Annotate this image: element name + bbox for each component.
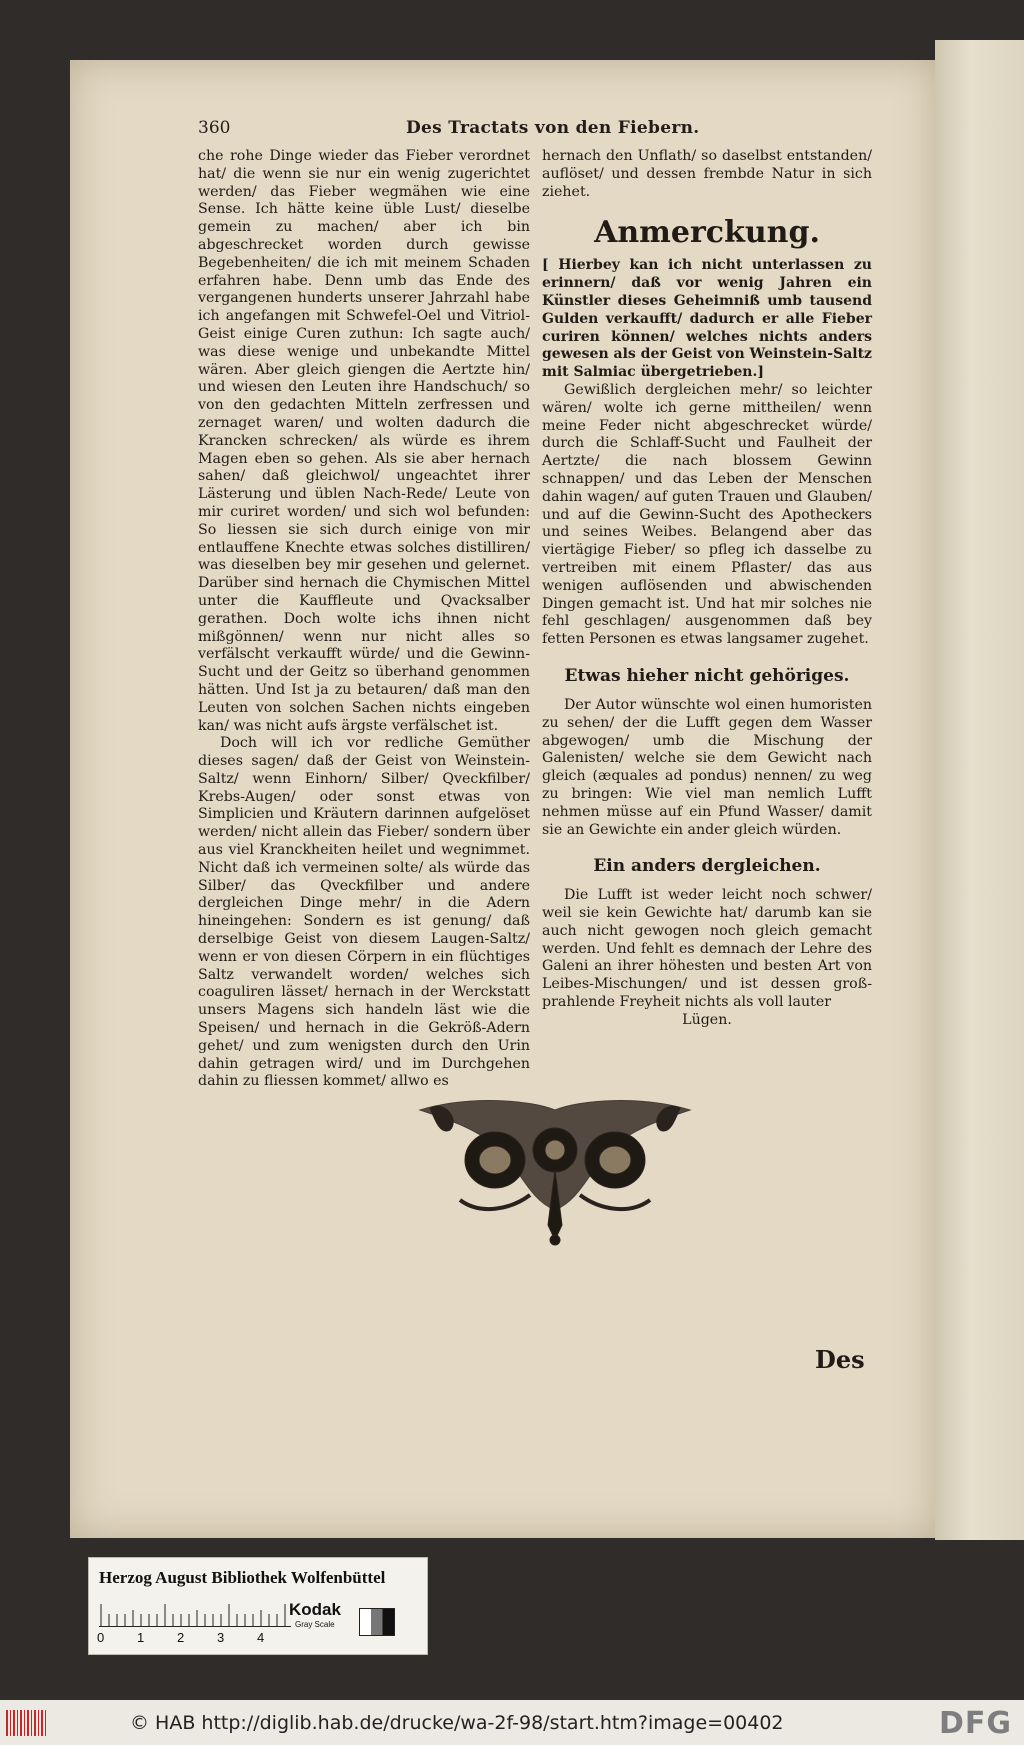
right-intro: hernach den Unflath/ so daselbst entstanden/ auflöset/ und dessen frembde Natur in sich ziehet. [542, 148, 872, 200]
page-number: 360 [198, 118, 231, 138]
ruler-scale-icon [99, 1604, 291, 1627]
library-color-card [88, 1557, 428, 1655]
right-column [542, 148, 872, 1030]
source-url[interactable]: © HAB http://diglib.hab.de/drucke/wa-2f-98/start.htm?image=00402 [130, 1712, 784, 1734]
right-paragraph-3-end: Lügen. [682, 1011, 732, 1028]
left-column [198, 148, 530, 1091]
gray-swatch [359, 1608, 395, 1636]
heading-anmerckung: Anmerckung. [594, 215, 820, 251]
heading-ein-anders: Ein anders dergleichen. [593, 856, 821, 877]
barcode-icon [6, 1710, 46, 1736]
running-title: Des Tractats von den Fiebern. [406, 118, 700, 138]
catchword: Des [815, 1345, 865, 1374]
right-paragraph-1: Gewißlich dergleichen mehr/ so leichter wären/ wolte ich gerne mittheilen/ wenn meine Feder nicht abgeschrecket würde/ durch die Schlaff-Sucht und Faulheit der Aertzte/ die nach blossem Gewinn schnappen/ und das Leben der Menschen dahin wagen/ auf guten Trauen und Glauben/ und auf die Gewinn-Sucht des Apotheckers und seines Weibes. Belangend aber das viertägige Fieber/ so pfleg ich dasselbe zu vertreiben mit einem Pflaster/ das aus wenigen auflösenden und abwischenden Dingen gemacht ist. Und hat mir solches nie fehl geschlagen/ ausgenommen daß bey fetten Personen es etwas langsamer zugehet. [542, 381, 872, 648]
footer-bar [0, 1700, 1024, 1745]
scale-number: 3 [217, 1630, 225, 1645]
scale-number: 1 [137, 1630, 145, 1645]
left-paragraph-1: che rohe Dinge wieder das Fieber verordnet hat/ die wenn sie nur ein wenig zugerichtet werden/ das Fieber wegmähen wie eine Sense. Ich hätte keine üble Lust/ dieselbe gemein zu machen/ aber ich bin abgeschrecket worden durch gewisse Begebenheiten/ die ich mit meinem Schaden erfahren habe. Denn umb das Ende des vergangenen hunderts unserer Jahrzahl habe ich angefangen mit Schwefel-Oel und Vitriol-Geist einige Curen zuthun: Ich sagte auch/ was diese wenige und unbekandte Mittel wären. Aber gleich giengen die Aertzte hin/ und wiesen den Leuten ihre Handschuch/ so von den gedachten Mitteln zerfressen und zernaget waren/ und wolten dadurch die Krancken schrecken/ als würde es ihrem Magen eben so gehen. Als sie aber hernach sahen/ daß gleichwol/ ungeachtet ihrer Lästerung und üblen Nach-Rede/ Leute von mir curiret worden/ und sich wol befunden: So liessen sie sich durch einige von mir entlauffene Knechte etwas solches distilliren/ was dieselben bey mir gesehen und gelernet. Darüber sind hernach die Chymischen Mittel unter die Kauffleute und Qvacksalber gerathen. Doch wolte ichs ihnen nicht mißgönnen/ wenn nur nicht alles so verfälscht verkaufft würde/ und die Gewinn-Sucht und der Geitz so überhand genommen hätten. Und Ist ja zu betauren/ daß man den Leuten von solchen Sachen nichts eingeben kan/ was nicht aufs ärgste verfälschet ist. [198, 148, 530, 734]
left-paragraph-2: Doch will ich vor redliche Gemüther dieses sagen/ daß der Geist von Weinstein-Saltz/ wenn Einhorn/ Silber/ Qveckfilber/ Krebs-Augen/ oder sonst etwas von Simplicien und Kräutern darinnen aufgelöset werden/ nicht allein das Fieber/ sondern über aus viel Kranckheiten heilet und wegnimmet. Nicht daß ich vermeinen solte/ als würde das Silber/ das Qveckfilber und andere dergleichen Dinge mehr/ in die Adern hineingehen: Sondern es ist genung/ daß derselbige Geist von diesem Laugen-Saltz/ wenn er von diesen Cörpern in ein flüchtiges Saltz verwandelt worden/ welches sich coaguliren lässet/ hernach in der Werckstatt unsers Magens sich handeln läst wie die Speisen/ und hernach in die Gekröß-Adern gehet/ und zum wenigsten durch den Urin dahin getragen wird/ und im Durchgehen dahin zu fliessen kommet/ allwo es [198, 735, 530, 1090]
right-paragraph-3: Die Lufft ist weder leicht noch schwer/ weil sie kein Gewichte hat/ darumb kan sie auch nicht gewogen noch gleich gemacht werden. Und fehlt es demnach der Lehre des Galeni an ihrer höhesten und besten Art von Leibes-Mischungen/ und ist dessen groß-prahlende Freyheit nichts als voll lauter [542, 887, 872, 1011]
library-name: Herzog August Bibliothek Wolfenbüttel [99, 1568, 386, 1587]
bracket-note: [ Hierbey kan ich nicht unterlassen zu erinnern/ daß vor wenig Jahren ein Künstler dieses Geheimniß umb tausend Gulden verkaufft/ dadurch er alle Fieber curiren können/ welches nichts anders gewesen als der Geist von Weinstein-Saltz mit Salmiac übergetrieben.] [542, 257, 872, 381]
facing-page-edge [935, 40, 1024, 1540]
scale-number: 0 [97, 1630, 105, 1645]
scale-number: 4 [257, 1630, 265, 1645]
running-head [198, 118, 870, 144]
gray-scale-label: Gray Scale [295, 1620, 335, 1629]
scale-number: 2 [177, 1630, 185, 1645]
dfg-logo: DFG [938, 1706, 1012, 1741]
kodak-label: Kodak [289, 1600, 341, 1619]
heading-etwas: Etwas hieher nicht gehöriges. [564, 665, 850, 686]
floral-ornament-icon [410, 1090, 700, 1250]
right-paragraph-2: Der Autor wünschte wol einen humoristen zu sehen/ der die Lufft gegen dem Wasser abgewogen/ umb die Mischung der Galenisten/ welche sie dem Gewicht nach gleich (æquales ad pondus) nennen/ zu weg zu bringen: Wie viel man nemlich Lufft nehmen müsse auf ein Pfund Wasser/ damit sie an Gewichte ein ander gleich würden. [542, 696, 872, 838]
